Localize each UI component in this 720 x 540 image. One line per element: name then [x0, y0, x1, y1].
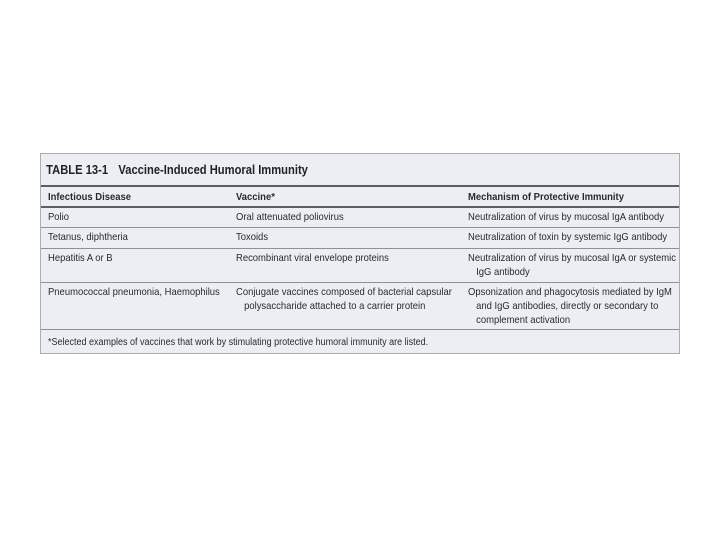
row-mechanism-line: Neutralization of virus by mucosal IgA or systemic [468, 252, 676, 264]
row-disease: Tetanus, diphtheria [48, 231, 128, 243]
vaccine-table [40, 153, 680, 354]
table-footnote-row [41, 330, 679, 355]
row-mechanism-line: Neutralization of virus by mucosal IgA antibody [468, 211, 664, 223]
table-footnote: *Selected examples of vaccines that work by stimulating protective humoral immunity are listed. [48, 337, 429, 348]
table-row [41, 228, 679, 248]
table-row [41, 283, 679, 329]
row-mechanism-line: Opsonization and phagocytosis mediated by IgM [468, 286, 672, 298]
row-disease: Pneumococcal pneumonia, Haemophilus [48, 286, 220, 298]
table-row [41, 208, 679, 227]
row-mechanism-line: complement activation [476, 314, 571, 326]
row-vaccine: Oral attenuated poliovirus [236, 211, 344, 223]
row-mechanism-line: IgG antibody [476, 266, 530, 278]
row-mechanism [468, 210, 664, 224]
row-mechanism-line: Neutralization of toxin by systemic IgG antibody [468, 231, 668, 243]
row-vaccine-line: Conjugate vaccines composed of bacterial capsular [236, 286, 452, 298]
row-disease: Polio [48, 211, 70, 223]
table-number: TABLE 13-1 [46, 162, 109, 177]
row-mechanism [468, 230, 667, 244]
row-mechanism-line: and IgG antibodies, directly or secondary to [476, 300, 659, 312]
header-vaccine: Vaccine* [236, 191, 275, 203]
row-vaccine: Recombinant viral envelope proteins [236, 252, 389, 264]
row-disease: Hepatitis A or B [48, 252, 113, 264]
header-mechanism: Mechanism of Protective Immunity [468, 191, 624, 203]
row-vaccine [236, 285, 452, 313]
header-disease: Infectious Disease [48, 191, 131, 203]
table-row [41, 249, 679, 282]
table-title-bar [41, 154, 590, 185]
row-vaccine-line: polysaccharide attached to a carrier protein [244, 300, 426, 312]
table-title: Vaccine-Induced Humoral Immunity [118, 162, 308, 177]
table-header-row [41, 187, 679, 206]
row-mechanism [468, 285, 672, 327]
row-mechanism [468, 251, 676, 279]
row-vaccine: Toxoids [236, 231, 269, 243]
